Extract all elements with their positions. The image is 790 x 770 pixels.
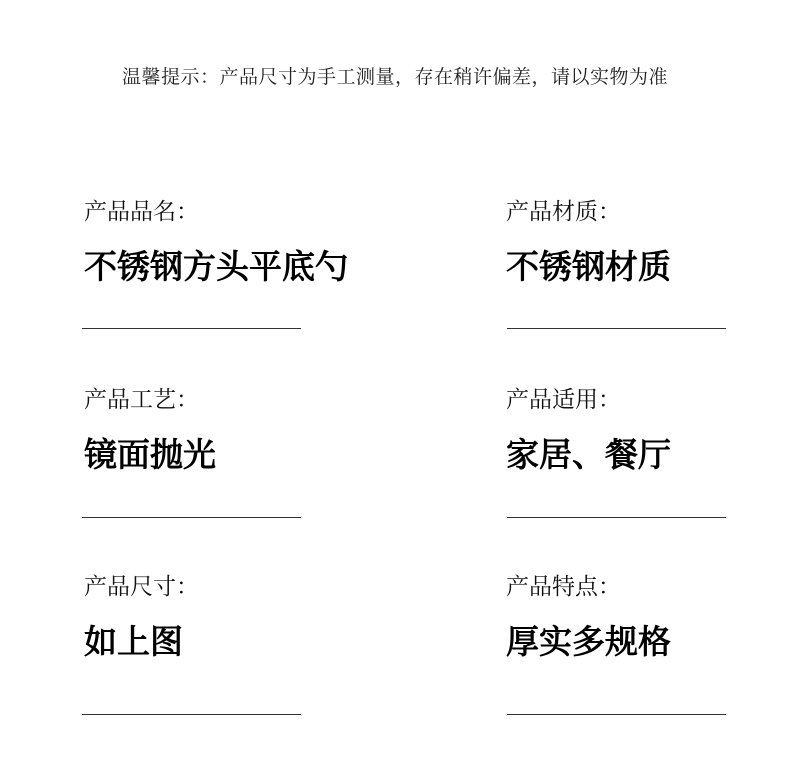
spec-craft: [84, 385, 304, 477]
spec-product-name: [84, 197, 348, 289]
spec-label: 产品适用：: [506, 387, 621, 413]
spec-label: 产品工艺：: [84, 387, 199, 413]
spec-value: 如上图: [84, 622, 183, 661]
divider: [507, 328, 726, 329]
divider: [507, 714, 726, 715]
divider: [507, 517, 726, 518]
spec-size: [84, 572, 304, 664]
divider: [82, 714, 301, 715]
spec-label: 产品尺寸：: [84, 574, 199, 600]
divider: [82, 328, 301, 329]
spec-features: [506, 572, 726, 664]
spec-label: 产品品名：: [84, 199, 199, 225]
spec-value: 不锈钢方头平底勺: [84, 247, 348, 286]
spec-usage: [506, 385, 726, 477]
notice-text: 温馨提示：产品尺寸为手工测量，存在稍许偏差，请以实物为准: [121, 66, 668, 88]
spec-label: 产品特点：: [506, 574, 621, 600]
spec-value: 镜面抛光: [84, 435, 216, 474]
spec-value: 不锈钢材质: [506, 247, 671, 286]
spec-value: 厚实多规格: [506, 622, 671, 661]
spec-label: 产品材质：: [506, 199, 621, 225]
spec-material: [506, 197, 726, 289]
divider: [82, 517, 301, 518]
spec-value: 家居、餐厅: [506, 435, 671, 474]
